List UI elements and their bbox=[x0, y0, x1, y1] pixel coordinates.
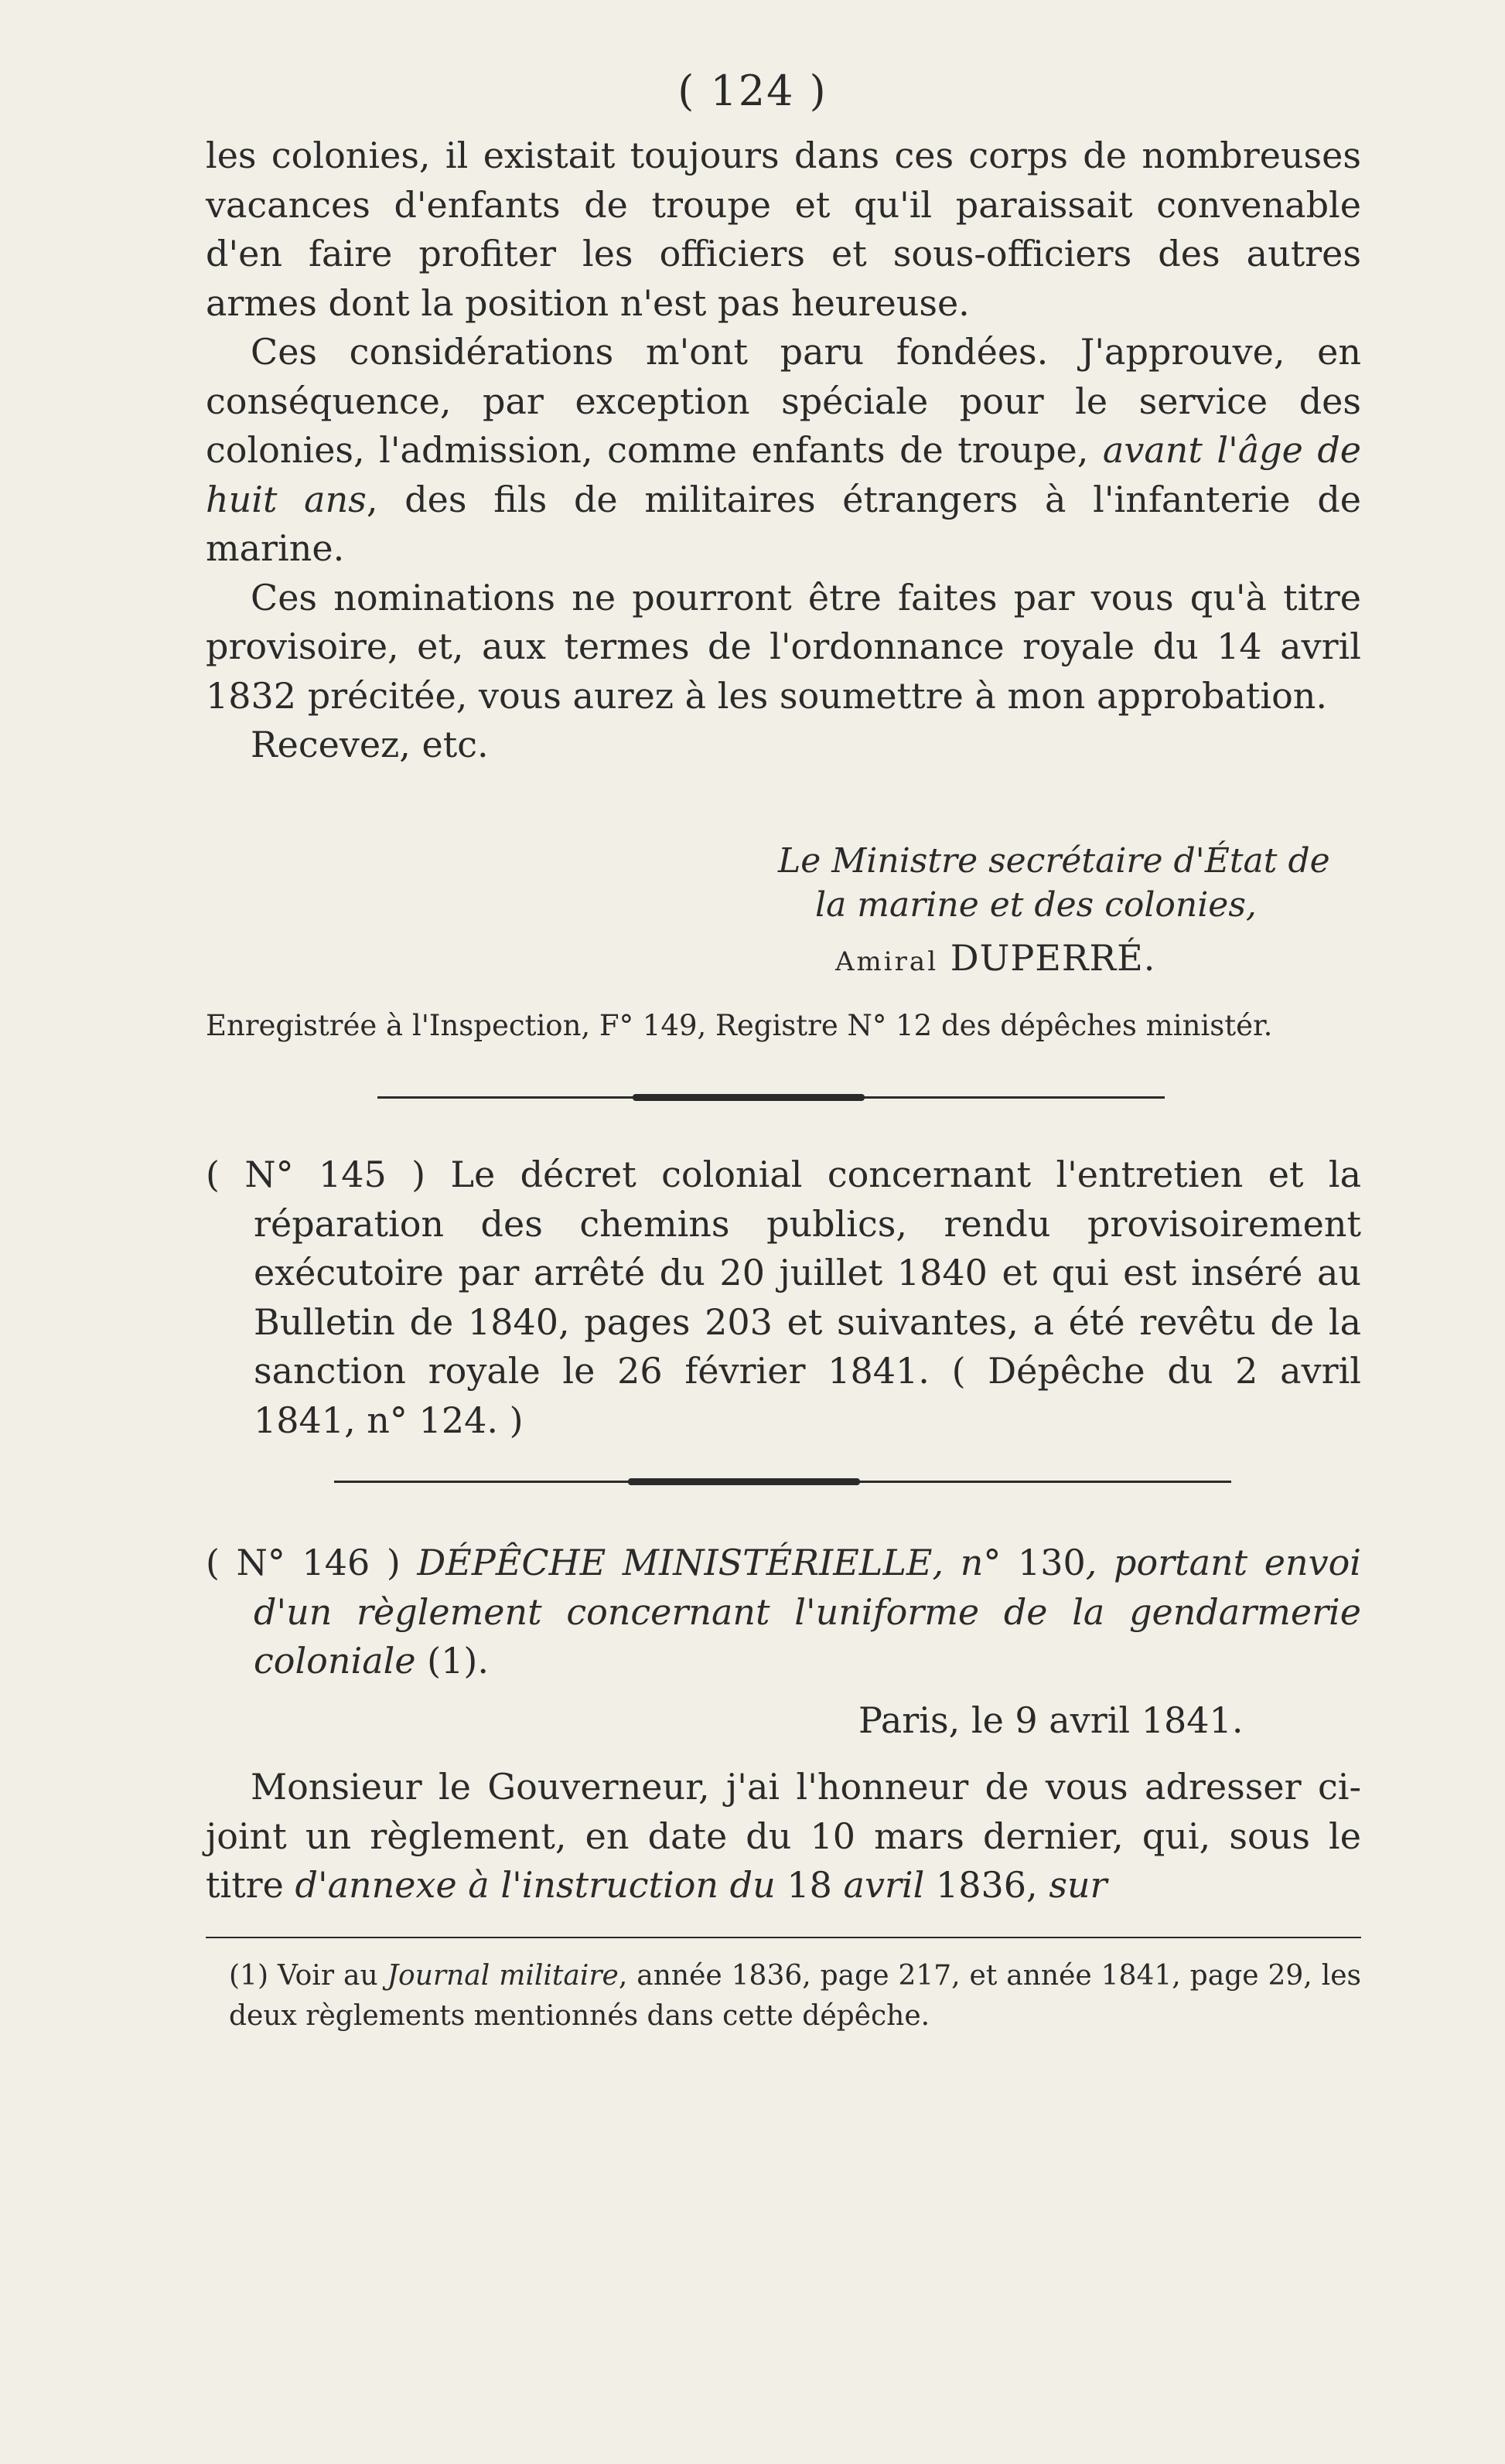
body-text-top bbox=[206, 131, 1361, 770]
paragraph-approval bbox=[206, 328, 1361, 574]
paragraph-letter-text: Monsieur le Gouverneur, j'ai l'honneur de vous adresser ci-joint un règlement, en date du 10 mars dernier, qui, sous le titre bbox=[206, 1766, 1361, 1906]
entry-146-note-ref: (1). bbox=[415, 1640, 489, 1682]
footnote-text: (1) Voir au bbox=[229, 1960, 378, 1992]
paragraph-letter-num: 18 bbox=[787, 1864, 832, 1906]
entry-146-number: ( N° 146 ) bbox=[206, 1542, 401, 1583]
divider-ornament-2 bbox=[628, 1478, 860, 1485]
signature-rank: Amiral bbox=[835, 946, 939, 977]
section-divider-2 bbox=[334, 1481, 1231, 1483]
paragraph-approval-end: , des fils de militaires étrangers à l'infanterie de marine. bbox=[206, 478, 1361, 569]
signature-name bbox=[835, 937, 1155, 979]
paragraph-letter-year: 1836, bbox=[935, 1864, 1038, 1906]
signature-surname: DUPERRÉ. bbox=[950, 937, 1156, 979]
paragraph-letter-italic3: sur bbox=[1049, 1864, 1107, 1906]
paragraph-letter-italic1: d'annexe à l'instruction du bbox=[295, 1864, 776, 1906]
entry-146-num-value: 130 bbox=[1017, 1542, 1086, 1583]
signature-title-line1: Le Ministre secrétaire d'État de bbox=[778, 841, 1330, 881]
footnote bbox=[206, 1956, 1361, 2036]
footnote-rest: , année 1836, page 217, et année 1841, page 29, les deux règlements mentionnés dans cette dépêche. bbox=[229, 1960, 1361, 2032]
body-text-bottom bbox=[206, 1763, 1361, 1910]
entry-146-title: DÉPÊCHE MINISTÉRIELLE bbox=[417, 1542, 933, 1583]
paragraph-continuation: les colonies, il existait toujours dans ces corps de nombreuses vacances d'enfants de troupe et qu'il paraissait convenable d'en faire profiter les officiers et sous-officiers des autres armes dont la position n'est pas heureuse. bbox=[206, 135, 1361, 324]
signature-title-line2: la marine et des colonies, bbox=[815, 885, 1257, 925]
footnote-journal: Journal militaire bbox=[387, 1960, 619, 1992]
paragraph-closing: Recevez, etc. bbox=[251, 724, 489, 765]
paragraph-letter-italic2: avril bbox=[843, 1864, 925, 1906]
paragraph-approval-text: Ces considérations m'ont paru fondées. J'approuve, en conséquence, par exception spéciale pour le service des colonies, l'admission, comme enfants de troupe, bbox=[206, 331, 1361, 471]
registration-note: Enregistrée à l'Inspection, F° 149, Registre N° 12 des dépêches ministér. bbox=[206, 1009, 1273, 1042]
entry-146-subject: , portant envoi d'un règlement concernant l'uniforme de la gendarmerie coloniale bbox=[254, 1542, 1362, 1682]
entry-146-heading bbox=[206, 1539, 1361, 1686]
section-divider-1 bbox=[377, 1096, 1165, 1099]
entry-146-num-prefix: , n° bbox=[932, 1542, 1002, 1583]
paragraph-letter-start bbox=[206, 1763, 1361, 1910]
footnote-rule bbox=[206, 1937, 1361, 1938]
paragraph-nominations: Ces nominations ne pourront être faites par vous qu'à titre provisoire, et, aux termes de l'ordonnance royale du 14 avril 1832 précitée, vous aurez à les soumettre à mon approbation. bbox=[206, 576, 1361, 717]
dispatch-date: Paris, le 9 avril 1841. bbox=[858, 1699, 1244, 1741]
entry-145: ( N° 145 ) Le décret colonial concernant l'entretien et la réparation des chemins publics, rendu provisoirement exécutoire par arrêté du 20 juillet 1840 et qui est inséré au Bulletin de 1840, pages 203 et suivantes, a été revêtu de la sanction royale le 26 février 1841. ( Dépêche du 2 avril 1841, n° 124. ) bbox=[206, 1154, 1361, 1441]
divider-ornament-1 bbox=[633, 1094, 865, 1101]
page-number: ( 124 ) bbox=[677, 66, 828, 115]
paragraph-approval-italic: avant l'âge de huit ans bbox=[206, 429, 1362, 520]
